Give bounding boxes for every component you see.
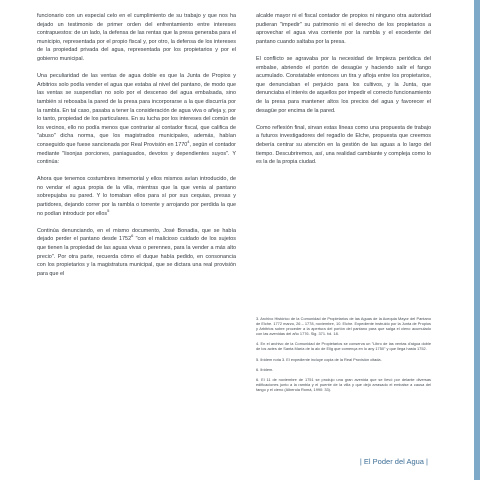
paragraph: Como reflexión final, sirvan estas líneas como una propuesta de trabajo a futuros investigadores del regadío de Elche, propuesta que creemos debería centrar su atención en la gestión de las aguas a lo largo del tiempo. Descubriremos, así, una realidad cambiante y compleja como lo es la de la propia ciudad. <box>256 124 431 166</box>
footnote-ref: 6 <box>131 233 134 239</box>
block-quote: Ahora que tenemos costumbres inmemorial y ellos mismos avían introducido, de no vendar el agua propia de la villa, mientras que la que venia al pantano sobrepujaba su pared. Y lo tomaban ellos para sí por sus cequias, presas y partidores, dejando correr por la rambla o torrente y arrojando por perdida la que no podían introducir por ellos$^5$ <box>37 176 236 217</box>
footnote-ref: 4 <box>187 139 190 145</box>
paragraph: funcionario con un especial celo en el cumplimiento de su trabajo y que nos ha dejado un testimonio de primer orden del enfrentamiento entre intereses contrapuestos: de un lado, la defensa de las rentas que la presa generaba para el municipio, representada por el propio fiscal y, por otro, la defensa de los intereses de la propiedad privada del agua, representada por los propietarios y por el gobierno municipal. <box>37 13 236 62</box>
right-text-column <box>256 12 431 175</box>
paragraph: Una peculiaridad de las ventas de agua doble es que la Junta de Propios y Arbitrios solo podía vender el agua que estaba al nivel del pantano, de modo que las ventas se suspendían no solo por el descenso del agua embalsada, sino también si rebosaba la pared de la presa para incorporarse a la que discurría por la rambla. En tal caso, pasaba a tener la consideración de agua viva o añeja y, por lo tanto, propiedad de los particulares. En su lucha por los intereses del común de los vecinos, ello no podía menos que contrariar al contador fiscal, que califica de "abuso" dicha norma, que los magistrados municipales, además, habían conseguido que fuese sancionada por Real Provisión en 1770$^4$, según el contador mediante "lisonjas porciones, paniaguados, devotos y dependientes suyos". Y continúa: <box>37 73 236 166</box>
footnotes-block <box>256 316 431 397</box>
footnote: 5. Ibídem nota 3. El expediente incluye copia de la Real Provisión citada. <box>256 356 382 362</box>
footnote: 4. En el archivo de la Comunidad de Propietarios se conserva un "Libro de las ventas d'aigua doble de los actes de Santa María de la alc de Elig que comença en lo any 1750" y que llega hasta 1752. <box>256 341 431 352</box>
paragraph: Continúa denunciando, en el mismo documento, José Bonadia, que se había dejado perder el pantano desde 1752$^6$ "con el malicioso cuidado de los sujetos que tienen la propiedad de las aguas vivas o perennes, para la vender a más alto precio". Por otra parte, recuerda cómo el duque había pedido, en consonancia con los propietarios y la magistratura municipal, que se dictara una real provisión para que el <box>37 227 236 277</box>
footnote-ref: 5 <box>107 207 110 213</box>
page-edge-band <box>474 0 480 480</box>
footnote: 6. Ibídem. <box>256 366 274 372</box>
footnote: 3. Archivo Histórico de la Comunidad de Propietarios de las Aguas de la Acequia Mayor del Pantano de Elche. 1772 marzo, 26 – 1778, noviembre, 10. Elche. Expediente instruido por la Junta de Propios y Arbitrios sobre proceder a la apertura del portón del pantano para que salga el cieno acumulado con las avenidas del año 1776. Sig. 371. fol. 18. <box>256 316 431 337</box>
footnote: 6. El 11 de noviembre de 1751 se produjo una gran avenida que se llevó por delante diversas edificaciones junto a la rambla y el puente de la villa y que dejó arrasado el embalse a causa del fango y el cieno (Alberola Romá, 1990: 33). <box>256 376 431 392</box>
running-footer: | El Poder del Agua | <box>359 457 428 466</box>
left-text-column <box>37 12 236 287</box>
paragraph: alcalde mayor ni el fiscal contador de propios ni ninguno otra autoridad pudieran "impedir" su patrimonio ni el derecho de los propietarios a aprovechar el agua viva corriente por la rambla y el excedente del pantano cuando saltaba por la presa. <box>256 13 431 45</box>
paragraph: El conflicto se agravaba por la necesidad de limpieza periódica del embalse, abriendo el portón de desagüe y haciendo salir el fango acumulado. Constatable entonces un tira y afloja entre los propietarios, que denunciaban el perjuicio para los cultivos, y la Junta, que denunciaba el interés de aquellos por impedir el correcto funcionamiento de la presa para mantener altos los precios del agua y favorecer el desagüe por encima de la pared. <box>256 55 432 114</box>
